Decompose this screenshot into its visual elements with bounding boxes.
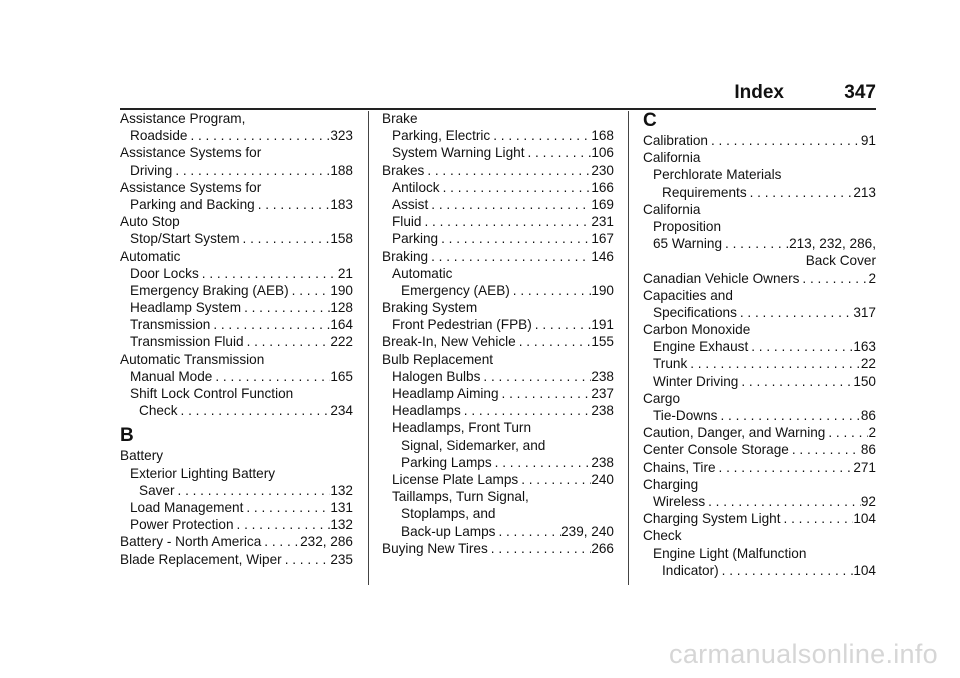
- page-number: 347: [844, 82, 876, 103]
- index-entry: Battery - North America . . . 232, 286: [120, 533, 353, 550]
- header-title: Index: [734, 82, 784, 103]
- index-entry: Manual Mode . . . 165: [120, 368, 353, 385]
- index-entry: Trunk . . . 22: [643, 355, 876, 372]
- index-entry: Headlamps, Front Turn: [392, 420, 532, 436]
- index-entry: Antilock . . . 166: [382, 179, 614, 196]
- index-entry: Emergency (AEB) . . . 190: [382, 282, 614, 299]
- index-entry: Headlamps . . . 238: [382, 402, 614, 419]
- index-entry: License Plate Lamps . . . 240: [382, 471, 614, 488]
- index-entry: Assist . . . 169: [382, 196, 614, 213]
- index-entry: 65 Warning . . . 213, 232, 286,: [643, 235, 876, 252]
- section-letter-b: B: [120, 425, 134, 447]
- index-column-1: [120, 110, 353, 568]
- index-entry: Carbon Monoxide: [643, 322, 751, 338]
- index-entry: Power Protection . . . 132: [120, 516, 353, 533]
- index-entry: California: [643, 201, 701, 217]
- index-entry: Auto Stop: [120, 214, 180, 230]
- index-entry: Roadside . . . 323: [120, 127, 353, 144]
- index-entry: Parking, Electric . . . 168: [382, 127, 614, 144]
- index-entry: Perchlorate Materials: [653, 167, 782, 183]
- index-entry: Proposition: [653, 218, 722, 234]
- index-entry: Stoplamps, and: [401, 506, 496, 522]
- index-entry: Automatic: [392, 265, 453, 281]
- index-entry: Tie-Downs . . . 86: [643, 407, 876, 424]
- index-entry: Headlamp System . . . 128: [120, 299, 353, 316]
- index-entry: Requirements . . . 213: [643, 184, 876, 201]
- index-entry: Load Management . . . 131: [120, 499, 353, 516]
- index-entry: Buying New Tires . . . 266: [382, 540, 614, 557]
- index-entry: Automatic: [120, 248, 181, 264]
- index-column-3: [643, 110, 876, 579]
- index-entry: Chains, Tire . . . 271: [643, 459, 876, 476]
- index-entry: Back-up Lamps . . . 239, 240: [382, 523, 614, 540]
- index-entry: Assistance Systems for: [120, 145, 262, 161]
- index-entry: Assistance Systems for: [120, 179, 262, 195]
- index-entry: Fluid . . . 231: [382, 213, 614, 230]
- index-entry: Check . . . 234: [120, 402, 353, 419]
- index-entry: Taillamps, Turn Signal,: [392, 489, 529, 505]
- index-entry: Shift Lock Control Function: [130, 386, 294, 401]
- index-entry: Engine Exhaust . . . 163: [643, 338, 876, 355]
- index-column-2: [382, 110, 614, 557]
- index-entry: Cargo: [643, 390, 681, 406]
- index-entry: Saver . . . 132: [120, 482, 353, 499]
- index-entry: Halogen Bulbs . . . 238: [382, 368, 614, 385]
- column-divider: [628, 111, 629, 585]
- index-entry: Parking and Backing . . . 183: [120, 196, 353, 213]
- index-entry: Front Pedestrian (FPB) . . . 191: [382, 316, 614, 333]
- index-entry: Specifications . . . 317: [643, 304, 876, 321]
- index-entry: Wireless . . . 92: [643, 493, 876, 510]
- index-entry: Door Locks . . . 21: [120, 265, 353, 282]
- watermark: carmanualsonline.info: [669, 639, 938, 669]
- index-entry: Braking . . . 146: [382, 248, 614, 265]
- index-entry: Exterior Lighting Battery: [130, 465, 276, 481]
- index-entry: Emergency Braking (AEB) . . . 190: [120, 282, 353, 299]
- index-entry: Parking Lamps . . . 238: [382, 454, 614, 471]
- index-entry: Break-In, New Vehicle . . . 155: [382, 333, 614, 350]
- index-entry: Canadian Vehicle Owners . . . 2: [643, 270, 876, 287]
- index-entry: Headlamp Aiming . . . 237: [382, 385, 614, 402]
- index-entry: Caution, Danger, and Warning . . . 2: [643, 424, 876, 441]
- index-entry: Center Console Storage . . . 86: [643, 441, 876, 458]
- index-entry: Parking . . . 167: [382, 230, 614, 247]
- index-entry: Check: [643, 528, 682, 544]
- index-entry: Calibration . . . 91: [643, 132, 876, 149]
- index-entry: Assistance Program,: [120, 111, 246, 126]
- index-entry: Back Cover: [805, 253, 876, 269]
- index-entry: Brakes . . . 230: [382, 162, 614, 179]
- column-divider: [368, 111, 369, 585]
- index-entry: Charging System Light . . . 104: [643, 510, 876, 527]
- page-header: [120, 82, 876, 108]
- index-entry: Charging: [643, 476, 699, 492]
- index-entry: Signal, Sidemarker, and: [401, 437, 546, 453]
- index-entry: Braking System: [382, 300, 478, 316]
- index-entry: Brake: [382, 111, 418, 126]
- index-entry: Winter Driving . . . 150: [643, 373, 876, 390]
- index-entry: Bulb Replacement: [382, 351, 494, 367]
- index-entry: Indicator) . . . 104: [643, 562, 876, 579]
- index-entry: Blade Replacement, Wiper . . . 235: [120, 551, 353, 568]
- index-entry: Automatic Transmission: [120, 351, 265, 367]
- index-entry: Stop/Start System . . . 158: [120, 230, 353, 247]
- index-entry: System Warning Light . . . 106: [382, 144, 614, 161]
- index-entry: Engine Light (Malfunction: [653, 545, 807, 561]
- index-entry: Transmission Fluid . . . 222: [120, 333, 353, 350]
- index-entry: California: [643, 150, 701, 166]
- index-entry: Battery: [120, 448, 164, 464]
- index-entry: Transmission . . . 164: [120, 316, 353, 333]
- section-letter-c: C: [643, 110, 657, 131]
- index-entry: Driving . . . 188: [120, 162, 353, 179]
- index-entry: Capacities and: [643, 287, 733, 303]
